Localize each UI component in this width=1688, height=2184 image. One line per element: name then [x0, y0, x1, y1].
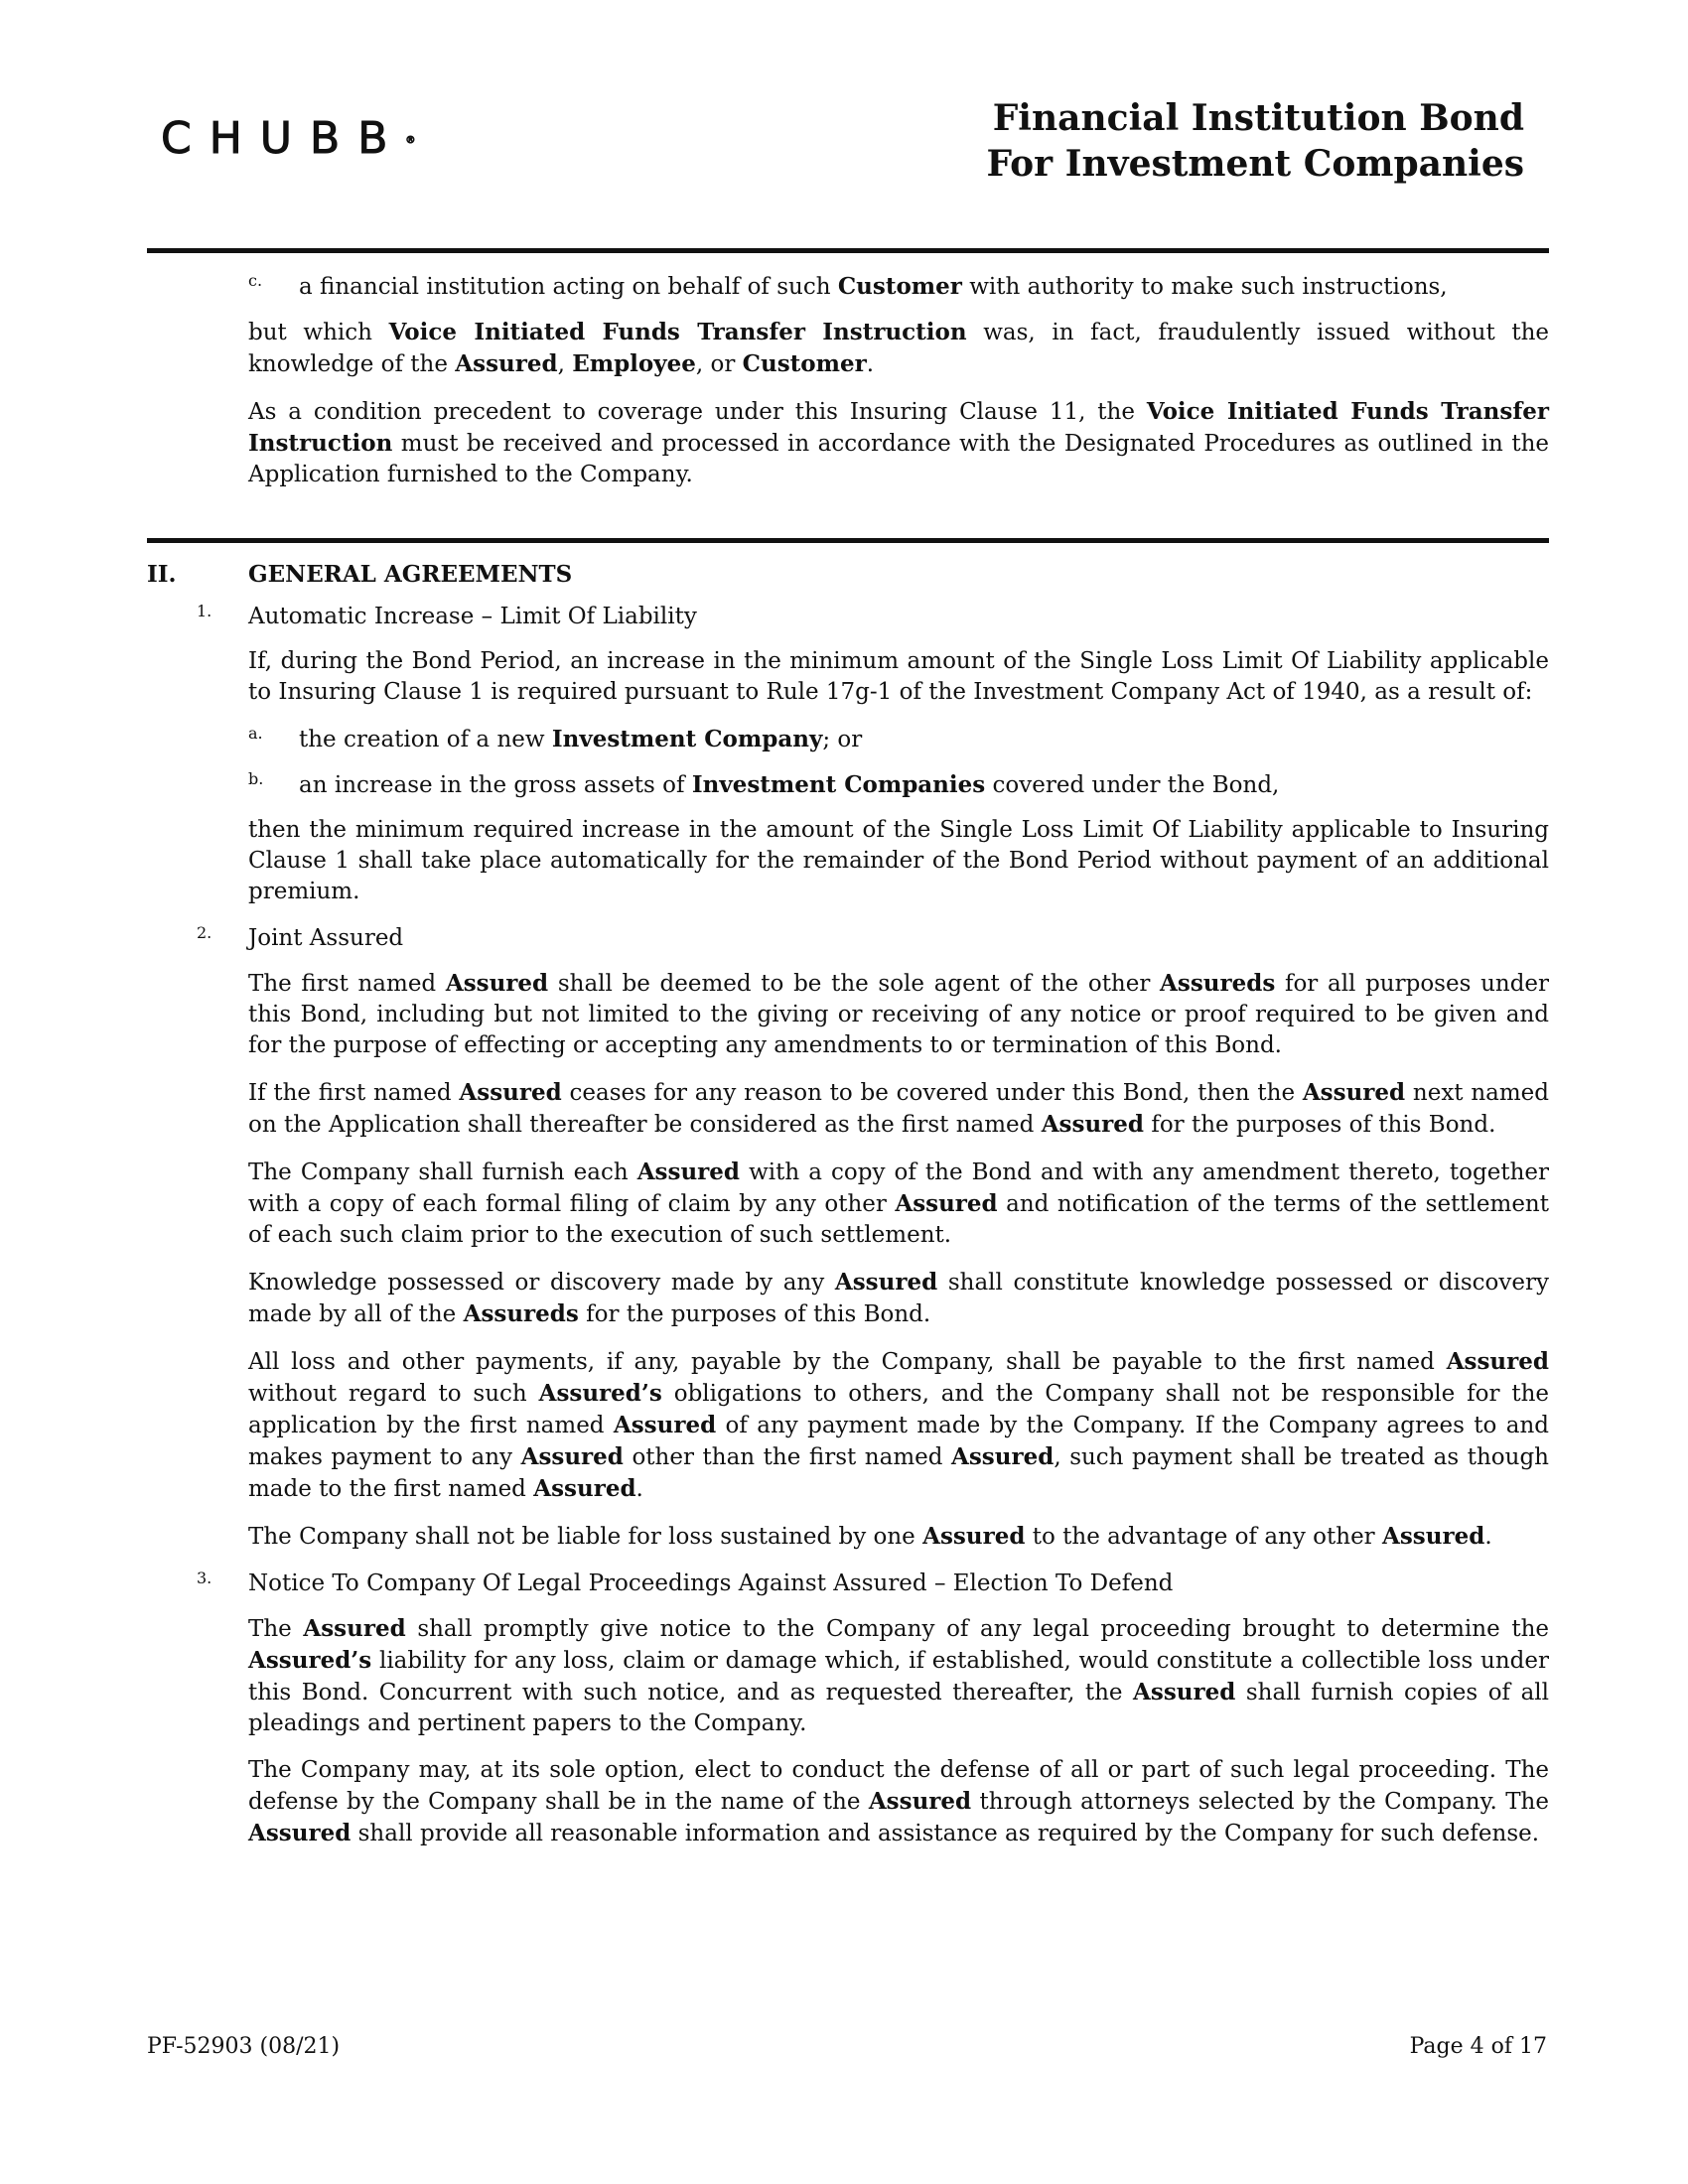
agreement-title: Joint Assured — [248, 925, 404, 951]
paragraph: Knowledge possessed or discovery made by any Assured shall constitute knowledge possessed or discovery made by all of the Assureds for the purposes of this Bond. — [248, 1269, 1550, 1327]
agreement-number: 3. — [197, 1569, 212, 1587]
title-line-2: For Investment Companies — [986, 143, 1524, 185]
paragraph: The Company shall not be liable for loss sustained by one Assured to the advantage of any other Assured. — [248, 1523, 1492, 1550]
paragraph: The first named Assured shall be deemed to be the sole agent of the other Assureds for all purposes under this Bond, including but not limited to the giving or receiving of any notice or proof required to be given and for the purpose of effecting or accepting any amendments to or termination of this Bond. — [248, 970, 1550, 1058]
header-divider — [147, 248, 1549, 253]
list-item-a — [147, 724, 1549, 755]
agreement-2-heading — [147, 923, 1549, 954]
company-logo — [161, 113, 416, 164]
registered-mark: ® — [405, 135, 416, 146]
agreement-number: 2. — [197, 923, 212, 942]
item-letter: c. — [248, 271, 263, 290]
item-letter: b. — [248, 769, 264, 788]
section-heading — [147, 559, 1549, 590]
item-b-text: an increase in the gross assets of Investment Companies covered under the Bond, — [299, 771, 1280, 798]
section-title: GENERAL AGREEMENTS — [248, 561, 573, 588]
agreement-number: 1. — [197, 602, 212, 620]
list-item-b — [147, 769, 1549, 801]
paragraph: If, during the Bond Period, an increase in the minimum amount of the Single Loss Limit Of Liability applicable to Insuring Clause 1 is required pursuant to Rule 17g-1 of the Investment Company Act of 1940, as a result of: — [248, 648, 1549, 705]
paragraph: The Assured shall promptly give notice to the Company of any legal proceeding brought to determine the Assured’s liability for any loss, claim or damage which, if established, would constitute a collectible loss under this Bond. Concurrent with such notice, and as requested thereafter, the Assured shall furnish copies of all pleadings and pertinent papers to the Company. — [248, 1615, 1549, 1736]
page-number: Page 4 of 17 — [1409, 2034, 1547, 2059]
item-c-text: a financial institution acting on behalf of such Customer with authority to make such instructions, — [299, 273, 1448, 300]
form-number: PF-52903 (08/21) — [147, 2034, 341, 2059]
paragraph: All loss and other payments, if any, payable by the Company, shall be payable to the first named Assured without regard to such Assured’s obligations to others, and the Company shall not be responsible for the application by the first named Assured of any payment made by the Company. If the Company agrees to and makes payment to any Assured other than the first named Assured, such payment shall be treated as though made to the first named Assured. — [248, 1348, 1549, 1502]
document-title — [987, 95, 1524, 187]
paragraph: then the minimum required increase in the amount of the Single Loss Limit Of Liability applicable to Insuring Clause 1 shall take place automatically for the remainder of the Bond Period without payment of an additional premium. — [248, 817, 1549, 904]
agreement-1-heading — [147, 602, 1549, 632]
agreement-title: Notice To Company Of Legal Proceedings Against Assured – Election To Defend — [248, 1570, 1174, 1596]
list-item-c — [147, 271, 1549, 303]
item-a-text: the creation of a new Investment Company; or — [299, 726, 863, 752]
section-divider — [147, 538, 1549, 543]
paragraph: The Company may, at its sole option, elect to conduct the defense of all or part of such legal proceeding. The defense by the Company shall be in the name of the Assured through attorneys selected by the Company. The Assured shall provide all reasonable information and assistance as required by the Company for such defense. — [248, 1757, 1549, 1846]
agreement-title: Automatic Increase – Limit Of Liability — [248, 604, 697, 629]
continuation-block — [147, 271, 1549, 490]
item-letter: a. — [248, 724, 263, 743]
paragraph: but which Voice Initiated Funds Transfer Instruction was, in fact, fraudulently issued without the knowledge of the Assured, Employee, or Customer. — [248, 319, 1549, 377]
general-agreements-section — [147, 559, 1549, 1849]
logo-text: CHUBB — [161, 113, 406, 164]
paragraph: If the first named Assured ceases for any reason to be covered under this Bond, then the Assured next named on the Application shall thereafter be considered as the first named Assured for the purposes of this Bond. — [248, 1079, 1549, 1138]
paragraph: The Company shall furnish each Assured with a copy of the Bond and with any amendment thereto, together with a copy of each formal filing of claim by any other Assured and notification of the terms of the settlement of each such claim prior to the execution of such settlement. — [248, 1159, 1550, 1248]
agreement-3-heading — [147, 1569, 1549, 1599]
title-line-1: Financial Institution Bond — [992, 97, 1524, 139]
section-number: II. — [147, 561, 177, 588]
paragraph: As a condition precedent to coverage under this Insuring Clause 11, the Voice Initiated Funds Transfer Instruction must be received and processed in accordance with the Designated Procedures as outlined in the Application furnished to the Company. — [248, 398, 1549, 487]
